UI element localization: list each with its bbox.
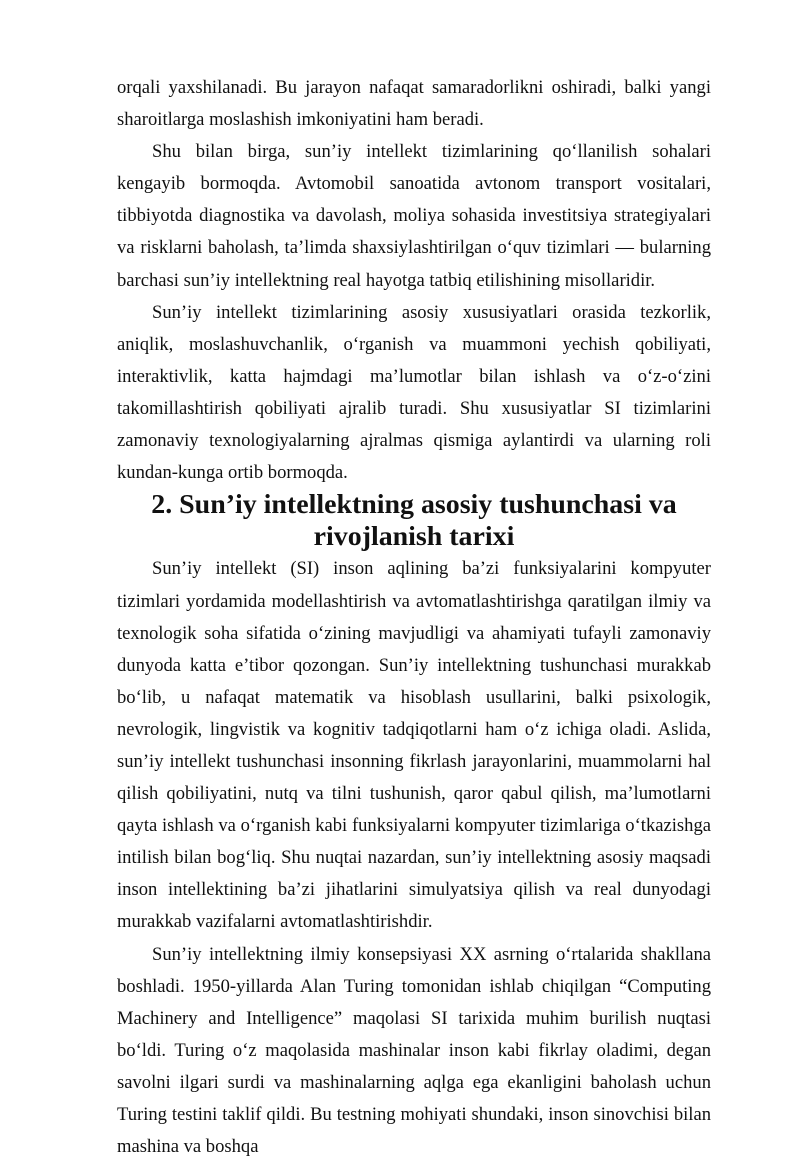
section-heading: 2. Sun’iy intellektning asosiy tushunchasi va rivojlanish tarixi xyxy=(151,489,677,553)
page-content xyxy=(117,72,711,1163)
paragraph-ai-history: Sun’iy intellektning ilmiy konsepsiyasi XX asrning o‘rtalarida shakllana boshladi. 1950-yillarda Alan Turing tomonidan ishlab chiqilgan “Computing Machinery and Intelligence” maqolasi SI tarixida muhim burilish nuqtasi bo‘ldi. Turing o‘z maqolasida mashinalar inson kabi fikrlay oladimi, degan savolni ilgari surdi va mashinalarning aqlga ega ekanligini baholash uchun Turing testini taklif qildi. Bu testning mohiyati shundaki, inson sinovchisi bilan mashina va boshqa xyxy=(117,943,711,1158)
paragraph-application-areas: Shu bilan birga, sun’iy intellekt tizimlarining qo‘llanilish sohalari kengayib bormoqda. Avtomobil sanoatida avtonom transport vositalari, tibbiyotda diagnostika va davolash, moliya sohasida investitsiya strategiyalari va risklarni baholash, ta’limda shaxsiylashtirilgan o‘quv tizimlari — bularning barchasi sun’iy intellektning real hayotga tatbiq etilishining misollaridir. xyxy=(117,141,711,291)
paragraph-ai-definition: Sun’iy intellekt (SI) inson aqlining ba’zi funksiyalarini kompyuter tizimlari yordamida modellashtirish va avtomatlashtirishga qaratilgan ilmiy va texnologik soha sifatida o‘zining mavjudligi va ahamiyati tufayli zamonaviy dunyoda katta e’tibor qozongan. Sun’iy intellektning tushunchasi murakkab bo‘lib, u nafaqat matematik va hisoblash usullarini, balki psixologik, nevrologik, lingvistik va kognitiv tadqiqotlarni ham o‘z ichiga oladi. Aslida, sun’iy intellekt tushunchasi insonning fikrlash jarayonlarini, muammolarni hal qilish qobiliyatini, nutq va tilni tushunish, qaror qabul qilish, ma’lumotlarni qayta ishlash va o‘rganish kabi funksiyalarni kompyuter tizimlariga o‘tkazishga intilish bilan bog‘liq. Shu nuqtai nazardan, sun’iy intellektning asosiy maqsadi inson intellektining ba’zi jihatlarini simulyatsiya qilish va real dunyodagi murakkab vazifalarni avtomatlashtirishdir. xyxy=(117,558,711,933)
paragraph-continuation: orqali yaxshilanadi. Bu jarayon nafaqat samaradorlikni oshiradi, balki yangi sharoitlarga moslashish imkoniyatini ham beradi. xyxy=(117,77,711,131)
paragraph-key-features: Sun’iy intellekt tizimlarining asosiy xususiyatlari orasida tezkorlik, aniqlik, moslashuvchanlik, o‘rganish va muammoni yechish qobiliyati, interaktivlik, katta hajmdagi ma’lumotlar bilan ishlash va o‘z-o‘zini takomillashtirish qobiliyati ajralib turadi. Shu xususiyatlar SI tizimlarini zamonaviy texnologiyalarning ajralmas qismiga aylantirdi va ularning roli kundan-kunga ortib bormoqda. xyxy=(117,301,711,484)
